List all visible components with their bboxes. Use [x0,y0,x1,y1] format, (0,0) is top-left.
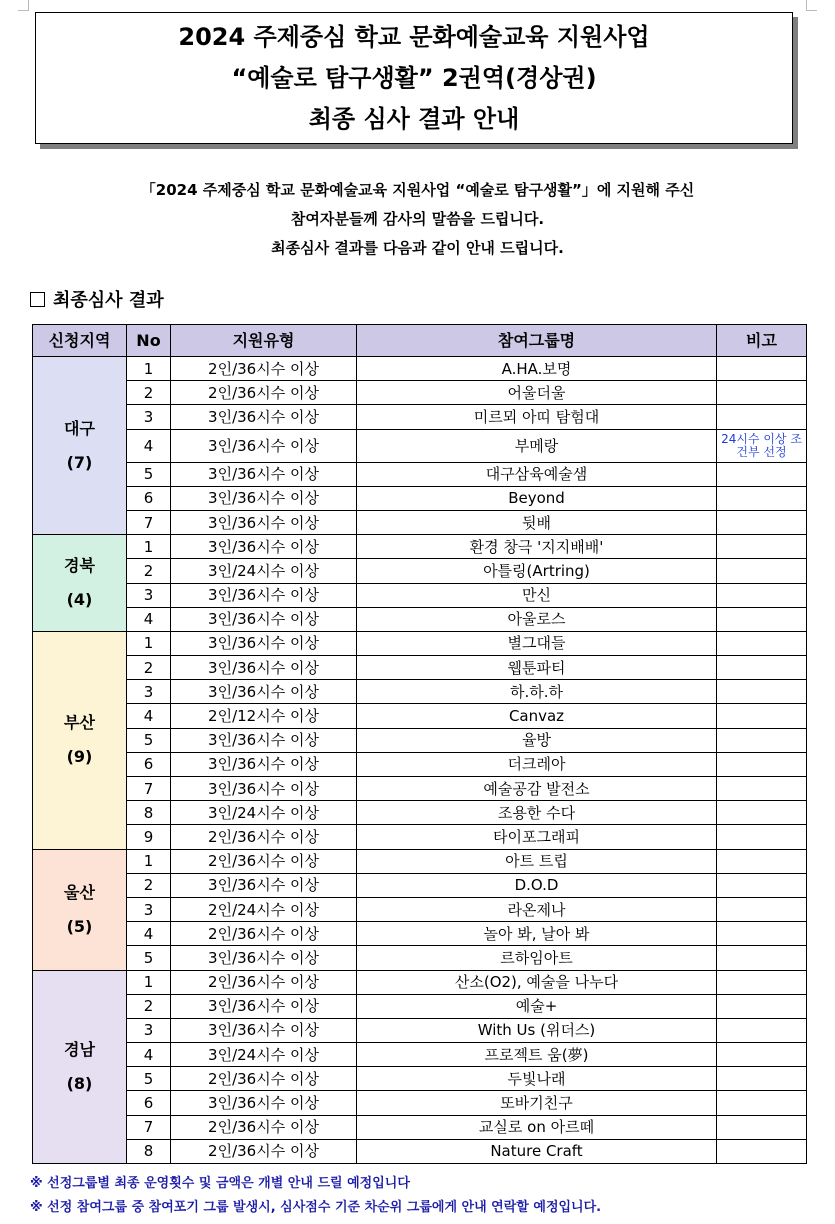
note-cell [717,510,807,534]
section-heading [30,286,164,312]
region-name: 경남 [64,1039,95,1059]
intro-text [0,176,835,263]
type-cell: 2인/36시수 이상 [171,381,357,405]
region-count: (8) [66,1073,93,1093]
note-cell [717,801,807,825]
header-group: 참여그룹명 [357,325,717,357]
note-cell [717,946,807,970]
group-cell: 부메랑 [357,429,717,462]
group-cell: 더크레아 [357,752,717,776]
note-cell [717,994,807,1018]
no-cell: 1 [127,535,171,559]
group-cell: 하.하.하 [357,680,717,704]
group-cell: 어울더울 [357,381,717,405]
table-row [33,1067,807,1091]
region-cell [33,357,127,535]
table-row [33,583,807,607]
title-line-2: “예술로 탐구생활” 2권역(경상권) [231,64,597,92]
no-cell: 1 [127,849,171,873]
group-cell: D.O.D [357,873,717,897]
no-cell: 4 [127,1043,171,1067]
type-cell: 3인/36시수 이상 [171,656,357,680]
type-cell: 2인/36시수 이상 [171,825,357,849]
no-cell: 1 [127,631,171,655]
checkbox-square-icon [30,292,45,307]
no-cell: 7 [127,1115,171,1139]
note-cell [717,656,807,680]
section-title: 최종심사 결과 [53,290,164,311]
table-row [33,510,807,534]
table-row [33,728,807,752]
table-row [33,607,807,631]
type-cell: 3인/36시수 이상 [171,1018,357,1042]
region-count: (9) [66,747,93,767]
title-box [35,12,793,144]
table-row [33,946,807,970]
type-cell: 2인/36시수 이상 [171,849,357,873]
table-row [33,922,807,946]
group-cell: 율방 [357,728,717,752]
header-type: 지원유형 [171,325,357,357]
no-cell: 5 [127,728,171,752]
note-cell [717,1091,807,1115]
table-row [33,1091,807,1115]
type-cell: 3인/36시수 이상 [171,607,357,631]
table-row [33,994,807,1018]
note-cell [717,357,807,381]
type-cell: 3인/36시수 이상 [171,777,357,801]
group-cell: 뒷배 [357,510,717,534]
type-cell: 2인/36시수 이상 [171,1115,357,1139]
note-cell [717,728,807,752]
type-cell: 2인/36시수 이상 [171,1139,357,1163]
note-cell [717,583,807,607]
region-count: (4) [66,590,93,609]
no-cell: 3 [127,583,171,607]
note-cell [717,1139,807,1163]
group-cell: 만신 [357,583,717,607]
group-cell: 르하임아트 [357,946,717,970]
note-cell [717,559,807,583]
region-cell [33,535,127,632]
group-cell: 아트 트립 [357,849,717,873]
note-cell [717,970,807,994]
table-row [33,1043,807,1067]
no-cell: 7 [127,777,171,801]
table-body [33,357,807,1164]
title-line-3: 최종 심사 결과 안내 [308,105,520,133]
type-cell: 3인/24시수 이상 [171,559,357,583]
note-cell [717,777,807,801]
no-cell: 8 [127,801,171,825]
type-cell: 3인/24시수 이상 [171,1043,357,1067]
no-cell: 4 [127,429,171,462]
header-region: 신청지역 [33,325,127,357]
group-cell: 조용한 수다 [357,801,717,825]
intro-line-3: 최종심사 결과를 다음과 같이 안내 드립니다. [271,239,564,257]
type-cell: 2인/36시수 이상 [171,357,357,381]
group-cell: 예술공감 발전소 [357,777,717,801]
no-cell: 9 [127,825,171,849]
intro-line-2: 참여자분들께 감사의 말씀을 드립니다. [290,210,545,228]
group-cell: Nature Craft [357,1139,717,1163]
intro-line-1: 「2024 주제중심 학교 문화예술교육 지원사업 “예술로 탐구생활”」에 지원해 주신 [140,181,695,199]
table-row [33,801,807,825]
results-table [32,324,807,1164]
table-row [33,462,807,486]
type-cell: 3인/36시수 이상 [171,405,357,429]
no-cell: 5 [127,1067,171,1091]
no-cell: 2 [127,994,171,1018]
table-row [33,429,807,462]
type-cell: 2인/36시수 이상 [171,1067,357,1091]
no-cell: 6 [127,752,171,776]
type-cell: 3인/36시수 이상 [171,728,357,752]
table-row [33,680,807,704]
region-name: 대구 [64,418,95,438]
note-cell [717,1067,807,1091]
page-corner-mark-left [18,0,29,11]
type-cell: 3인/36시수 이상 [171,429,357,462]
type-cell: 2인/24시수 이상 [171,897,357,921]
no-cell: 3 [127,405,171,429]
no-cell: 2 [127,873,171,897]
table-row [33,486,807,510]
page-corner-mark-right [806,0,817,11]
type-cell: 3인/36시수 이상 [171,535,357,559]
table-row [33,535,807,559]
type-cell: 3인/36시수 이상 [171,510,357,534]
type-cell: 3인/36시수 이상 [171,631,357,655]
type-cell: 3인/36시수 이상 [171,946,357,970]
note-cell [717,631,807,655]
note-cell [717,680,807,704]
group-cell: 웹툰파티 [357,656,717,680]
no-cell: 2 [127,381,171,405]
table-row [33,357,807,381]
type-cell: 3인/36시수 이상 [171,752,357,776]
group-cell: 예술+ [357,994,717,1018]
table-row [33,704,807,728]
no-cell: 6 [127,1091,171,1115]
group-cell: 산소(O2), 예술을 나누다 [357,970,717,994]
type-cell: 3인/36시수 이상 [171,486,357,510]
note-cell [717,486,807,510]
table-row [33,897,807,921]
region-name: 경북 [64,556,95,575]
table-row [33,1139,807,1163]
group-cell: Canvaz [357,704,717,728]
group-cell: 대구삼육예술샘 [357,462,717,486]
note-cell [717,462,807,486]
table-row [33,656,807,680]
group-cell: 아울로스 [357,607,717,631]
group-cell: 미르뫼 아띠 탐험대 [357,405,717,429]
note-cell [717,752,807,776]
no-cell: 1 [127,357,171,381]
table-row [33,752,807,776]
group-cell: 환경 창극 '지지배배' [357,535,717,559]
region-cell [33,970,127,1164]
type-cell: 3인/36시수 이상 [171,583,357,607]
note-cell [717,922,807,946]
group-cell: 교실로 on 아르떼 [357,1115,717,1139]
note-cell [717,825,807,849]
no-cell: 8 [127,1139,171,1163]
no-cell: 3 [127,680,171,704]
type-cell: 2인/36시수 이상 [171,922,357,946]
no-cell: 2 [127,656,171,680]
note-cell [717,1115,807,1139]
region-count: (5) [66,916,93,936]
note-cell [717,607,807,631]
type-cell: 3인/36시수 이상 [171,1091,357,1115]
table-row [33,849,807,873]
group-cell: 프로젝트 움(夢) [357,1043,717,1067]
group-cell: 라온제나 [357,897,717,921]
title-line-1: 2024 주제중심 학교 문화예술교육 지원사업 [178,23,650,51]
note-cell [717,873,807,897]
region-cell [33,631,127,849]
table-row [33,405,807,429]
type-cell: 3인/36시수 이상 [171,462,357,486]
footer-note-1: ※ 선정그룹별 최종 운영횟수 및 금액은 개별 안내 드릴 예정입니다 [30,1176,410,1191]
type-cell: 3인/36시수 이상 [171,873,357,897]
note-cell [717,381,807,405]
no-cell: 2 [127,559,171,583]
no-cell: 4 [127,704,171,728]
footer-note-2: ※ 선정 참여그룹 중 참여포기 그룹 발생시, 심사점수 기준 차순위 그룹에게 안내 연락할 예정입니다. [30,1200,602,1215]
no-cell: 4 [127,607,171,631]
type-cell: 3인/24시수 이상 [171,801,357,825]
type-cell: 3인/36시수 이상 [171,994,357,1018]
no-cell: 3 [127,1018,171,1042]
group-cell: 아틀링(Artring) [357,559,717,583]
group-cell: 타이포그래피 [357,825,717,849]
group-cell: 별그대들 [357,631,717,655]
group-cell: 놀아 봐, 날아 봐 [357,922,717,946]
note-cell [717,897,807,921]
note-cell [717,405,807,429]
no-cell: 5 [127,462,171,486]
header-note: 비고 [717,325,807,357]
note-cell: 24시수 이상 조건부 선정 [717,429,807,462]
no-cell: 3 [127,897,171,921]
table-row [33,825,807,849]
table-row [33,381,807,405]
group-cell: Beyond [357,486,717,510]
type-cell: 2인/36시수 이상 [171,970,357,994]
table-row [33,1018,807,1042]
group-cell: A.HA.보명 [357,357,717,381]
no-cell: 4 [127,922,171,946]
type-cell: 2인/12시수 이상 [171,704,357,728]
group-cell: With Us (위더스) [357,1018,717,1042]
region-count: (7) [66,452,93,472]
note-cell [717,704,807,728]
note-cell [717,535,807,559]
table-header-row [33,325,807,357]
table-row [33,559,807,583]
table-row [33,631,807,655]
note-cell [717,1043,807,1067]
no-cell: 5 [127,946,171,970]
type-cell: 3인/36시수 이상 [171,680,357,704]
table-row [33,1115,807,1139]
region-cell [33,849,127,970]
no-cell: 6 [127,486,171,510]
header-no: No [127,325,171,357]
no-cell: 7 [127,510,171,534]
group-cell: 두빛나래 [357,1067,717,1091]
note-cell [717,849,807,873]
note-cell [717,1018,807,1042]
no-cell: 1 [127,970,171,994]
table-row [33,873,807,897]
region-name: 부산 [64,713,95,733]
table-row [33,970,807,994]
group-cell: 또바기친구 [357,1091,717,1115]
region-name: 울산 [64,882,95,902]
table-row [33,777,807,801]
